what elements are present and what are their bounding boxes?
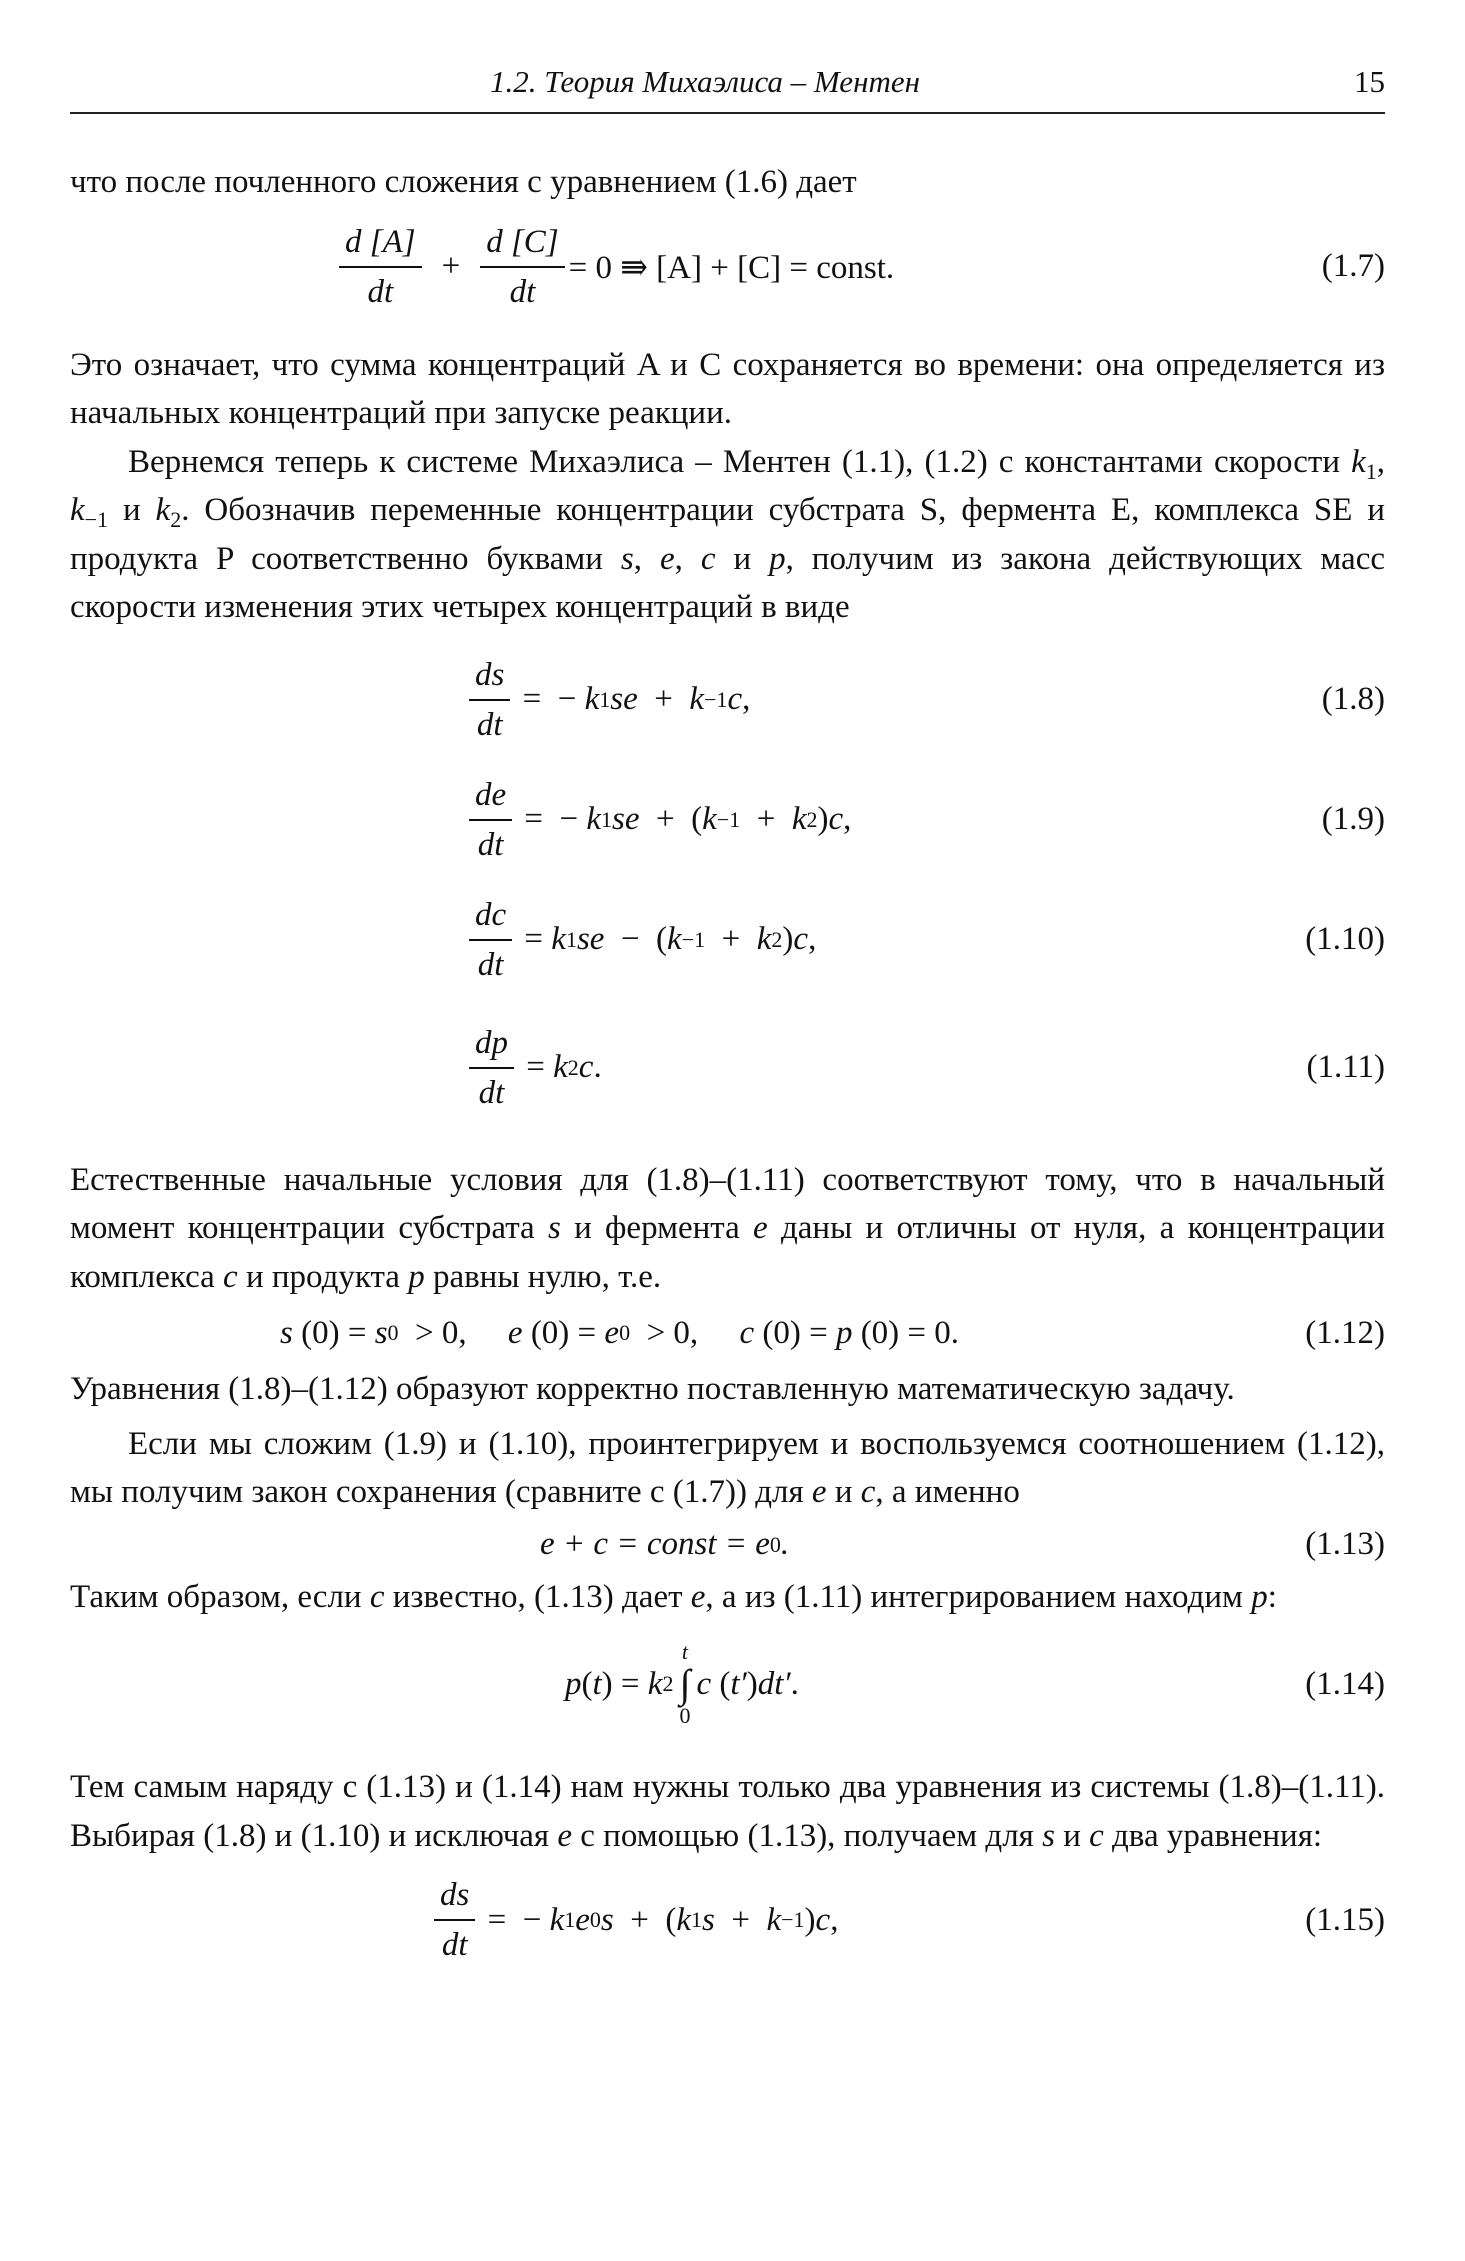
eq10-label: (1.10) [1305,921,1385,957]
equation-1-12: s (0) = s 0 > 0, e (0) = e 0 > 0, c (0) = p (0) = 0. (1.12) [70,1301,1385,1365]
paragraph-6: Если мы сложим (1.9) и (1.10), проинтегрируем и воспользуемся соотношением (1.12), мы получим закон сохранения (сравните с (1.7)) для e и c, а именно [70,1425,1385,1510]
integral-sign: t ∫ 0 [679,1639,691,1728]
eq7-label: (1.7) [1321,248,1385,284]
paragraph-4: Естественные начальные условия для (1.8)–(1.11) соответствуют тому, что в начальный момент концентрации субстрата s и фермента e даны и отличны от нуля, а концентрации комплекса c и продукта p равны нулю, т.е. [70,1161,1386,1295]
paragraph-3: Вернемся теперь к системе Михаэлиса – Ментен (1.1), (1.2) с константами скорости $k_1$, $k_{-1}$ и $k_2$. Обозначив переменные концентрации субстрата S, фермента E, комплекса SE и продукта P соответственно буквами s, e, c и p, получим из закона действующих масс скорости изменения этих четырех концентраций в виде [70,443,1385,625]
eq7-num-a: d [A] [339,220,422,268]
paragraph-1: что после почленного сложения с уравнением (1.6) дает [70,164,857,200]
eq13-label: (1.13) [1305,1526,1385,1562]
book-page [70,50,1385,1980]
paragraph-5: Уравнения (1.8)–(1.12) образуют корректно поставленную математическую задачу. [70,1371,1235,1407]
paragraph-2: Это означает, что сумма концентраций A и C сохраняется во времени: она определяется из начальных концентраций при запуске реакции. [70,346,1385,431]
eq14-label: (1.14) [1305,1665,1385,1702]
eq12-label: (1.12) [1305,1314,1385,1351]
eq7-rest: = 0 ⇛ [A] + [C] = const. [568,249,895,286]
eq15-label: (1.15) [1305,1901,1385,1938]
eq7-num-c: d [C] [480,220,564,268]
eq11-label: (1.11) [1306,1049,1385,1085]
eq8-label: (1.8) [1321,681,1385,717]
section-title: 1.2. Теория Михаэлиса – Ментен [490,64,920,99]
eq9-label: (1.9) [1321,801,1385,837]
equation-1-14: p ( t ) = k 2 t ∫ 0 c ( t′ ) dt′ . (1.14) [70,1621,1385,1747]
equation-1-11: $\frac{dp}{dt}$ = k 2 c . (1.11) [70,1008,1385,1138]
equation-1-7: $\frac{d [A]}{dt}$ + $\frac{d [C]}{dt}$ = 0 ⇛ [A] + [C] = const. (1.7) [70,207,1385,337]
equation-1-10: $\frac{dc}{dt}$ = k 1 se − ( k −1 + k 2 ) c , (1.10) [70,880,1385,1000]
page-number: 15 [1354,64,1385,99]
paragraph-8: Тем самым наряду с (1.13) и (1.14) нам нужны только два уравнения из системы (1.8)–(1.11). Выбирая (1.8) и (1.10) и исключая e с помощью (1.13), получаем для s и c два уравнения: [70,1769,1385,1854]
equation-1-9: $\frac{de}{dt}$ = − k 1 se + ( k −1 + k 2 ) c , (1.9) [70,760,1385,880]
paragraph-7: Таким образом, если c известно, (1.13) дает e, а из (1.11) интегрированием находим p: [70,1578,1277,1615]
equation-1-8: $\frac{ds}{dt}$ = − k 1 se + k −1 c , (1.8) [70,640,1385,760]
equation-1-13: e + c = const = e 0 . (1.13) [70,1517,1385,1573]
running-header [70,50,1385,114]
equation-1-15: $\frac{ds}{dt}$ = − k 1 e 0 s + ( k 1 s + k −1 ) c , (1.15) [70,1860,1385,1980]
